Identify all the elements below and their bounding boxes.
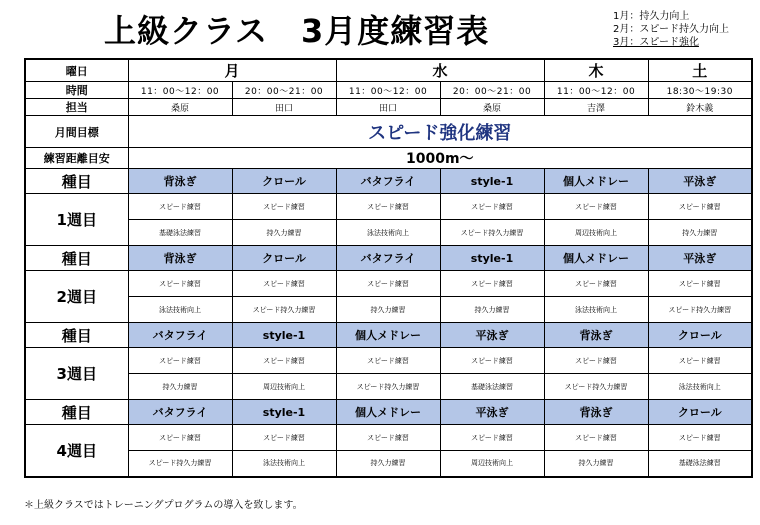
stroke-row — [25, 169, 752, 194]
distance-row — [25, 148, 752, 169]
coach-cell: 鈴木義 — [648, 99, 752, 116]
stroke-cell: 平泳ぎ — [648, 169, 752, 194]
stroke-row — [25, 246, 752, 271]
time-row — [25, 82, 752, 99]
drill-cell: 基礎泳法練習 — [440, 374, 544, 400]
coach-cell: 桑原 — [128, 99, 232, 116]
stroke-cell: バタフライ — [336, 169, 440, 194]
weekday-label: 曜日 — [25, 59, 128, 82]
distance-value: 1000m～ — [128, 148, 752, 169]
drill-cell: 周辺技術向上 — [440, 451, 544, 477]
drill-row — [25, 297, 752, 323]
drill-cell: スピード練習 — [336, 425, 440, 451]
stroke-cell: 平泳ぎ — [440, 400, 544, 425]
stroke-kind-label: 種目 — [25, 323, 128, 348]
drill-cell: スピード持久力練習 — [128, 451, 232, 477]
drill-row — [25, 271, 752, 297]
drill-cell: 基礎泳法練習 — [128, 220, 232, 246]
coach-cell: 田口 — [336, 99, 440, 116]
stroke-cell: バタフライ — [336, 246, 440, 271]
drill-cell: スピード練習 — [232, 271, 336, 297]
drill-cell: スピード練習 — [648, 348, 752, 374]
drill-cell: 持久力練習 — [336, 297, 440, 323]
drill-cell: 持久力練習 — [440, 297, 544, 323]
weekday-row — [25, 59, 752, 82]
stroke-cell: バタフライ — [128, 323, 232, 348]
drill-cell: スピード練習 — [128, 271, 232, 297]
drill-row — [25, 451, 752, 477]
time-cell: 11：00～12：00 — [128, 82, 232, 99]
week-label: 1週目 — [25, 194, 128, 246]
note-february: 2月：スピード持久力向上 — [613, 24, 729, 35]
drill-cell: 泳法技術向上 — [128, 297, 232, 323]
coach-cell: 吉澤 — [544, 99, 648, 116]
stroke-cell: クロール — [232, 169, 336, 194]
stroke-kind-label: 種目 — [25, 169, 128, 194]
day-saturday: 土 — [648, 59, 752, 82]
drill-cell: スピード練習 — [128, 348, 232, 374]
day-monday: 月 — [128, 59, 336, 82]
distance-label: 練習距離目安 — [25, 148, 128, 169]
stroke-kind-label: 種目 — [25, 246, 128, 271]
drill-cell: スピード練習 — [232, 348, 336, 374]
drill-cell: スピード持久力練習 — [648, 297, 752, 323]
drill-cell: スピード練習 — [232, 425, 336, 451]
practice-schedule-table — [24, 58, 753, 478]
time-cell: 18:30～19:30 — [648, 82, 752, 99]
drill-cell: スピード練習 — [336, 348, 440, 374]
week-label: 3週目 — [25, 348, 128, 400]
week-label: 4週目 — [25, 425, 128, 477]
drill-cell: 持久力練習 — [128, 374, 232, 400]
weeks-body — [25, 169, 752, 477]
time-cell: 20：00～21：00 — [440, 82, 544, 99]
stroke-cell: クロール — [648, 323, 752, 348]
time-cell: 20：00～21：00 — [232, 82, 336, 99]
drill-cell: 持久力練習 — [232, 220, 336, 246]
drill-cell: 基礎泳法練習 — [648, 451, 752, 477]
drill-cell: スピード練習 — [440, 425, 544, 451]
time-cell: 11：00～12：00 — [544, 82, 648, 99]
stroke-cell: バタフライ — [128, 400, 232, 425]
stroke-cell: style-1 — [232, 400, 336, 425]
page-title: 上級クラス 3月度練習表 — [104, 12, 490, 50]
drill-cell: スピード練習 — [128, 425, 232, 451]
monthly-goal: スピード強化練習 — [128, 116, 752, 148]
drill-cell: スピード練習 — [544, 194, 648, 220]
stroke-cell: style-1 — [232, 323, 336, 348]
time-label: 時間 — [25, 82, 128, 99]
drill-row — [25, 348, 752, 374]
day-thursday: 木 — [544, 59, 648, 82]
week-label: 2週目 — [25, 271, 128, 323]
drill-cell: 泳法技術向上 — [648, 374, 752, 400]
drill-cell: スピード練習 — [648, 425, 752, 451]
stroke-cell: 平泳ぎ — [648, 246, 752, 271]
drill-row — [25, 220, 752, 246]
drill-row — [25, 194, 752, 220]
stroke-row — [25, 400, 752, 425]
stroke-kind-label: 種目 — [25, 400, 128, 425]
drill-cell: 持久力練習 — [336, 451, 440, 477]
drill-cell: スピード練習 — [544, 348, 648, 374]
drill-cell: 持久力練習 — [544, 451, 648, 477]
drill-cell: スピード練習 — [648, 194, 752, 220]
drill-cell: スピード持久力練習 — [232, 297, 336, 323]
note-january: 1月：持久力向上 — [613, 11, 690, 22]
drill-cell: スピード練習 — [544, 271, 648, 297]
stroke-cell: 背泳ぎ — [544, 400, 648, 425]
footer-note: ＊上級クラスではトレーニングプログラムの導入を致します。 — [24, 500, 303, 511]
stroke-cell: 背泳ぎ — [544, 323, 648, 348]
stroke-row — [25, 323, 752, 348]
drill-cell: 周辺技術向上 — [544, 220, 648, 246]
drill-cell: スピード練習 — [440, 271, 544, 297]
drill-cell: スピード練習 — [648, 271, 752, 297]
drill-cell: スピード練習 — [336, 194, 440, 220]
goal-label: 月間目標 — [25, 116, 128, 148]
drill-row — [25, 374, 752, 400]
coach-cell: 桑原 — [440, 99, 544, 116]
stroke-cell: クロール — [648, 400, 752, 425]
drill-row — [25, 425, 752, 451]
coach-cell: 田口 — [232, 99, 336, 116]
stroke-cell: style-1 — [440, 169, 544, 194]
stroke-cell: 平泳ぎ — [440, 323, 544, 348]
drill-cell: スピード練習 — [336, 271, 440, 297]
stroke-cell: 背泳ぎ — [128, 246, 232, 271]
drill-cell: スピード練習 — [128, 194, 232, 220]
drill-cell: スピード練習 — [440, 194, 544, 220]
drill-cell: スピード練習 — [232, 194, 336, 220]
time-cell: 11：00～12：00 — [336, 82, 440, 99]
drill-cell: 泳法技術向上 — [232, 451, 336, 477]
stroke-cell: 背泳ぎ — [128, 169, 232, 194]
stroke-cell: 個人メドレー — [336, 400, 440, 425]
drill-cell: 泳法技術向上 — [544, 297, 648, 323]
drill-cell: スピード練習 — [544, 425, 648, 451]
coach-row — [25, 99, 752, 116]
coach-label: 担当 — [25, 99, 128, 116]
stroke-cell: style-1 — [440, 246, 544, 271]
drill-cell: 持久力練習 — [648, 220, 752, 246]
drill-cell: 周辺技術向上 — [232, 374, 336, 400]
stroke-cell: 個人メドレー — [544, 169, 648, 194]
note-march: 3月：スピード強化 — [613, 37, 699, 48]
stroke-cell: クロール — [232, 246, 336, 271]
stroke-cell: 個人メドレー — [336, 323, 440, 348]
drill-cell: スピード持久力練習 — [336, 374, 440, 400]
drill-cell: 泳法技術向上 — [336, 220, 440, 246]
month-notes — [613, 10, 729, 49]
drill-cell: スピード持久力練習 — [544, 374, 648, 400]
drill-cell: スピード練習 — [440, 348, 544, 374]
drill-cell: スピード持久力練習 — [440, 220, 544, 246]
stroke-cell: 個人メドレー — [544, 246, 648, 271]
day-wednesday: 水 — [336, 59, 544, 82]
goal-row — [25, 116, 752, 148]
